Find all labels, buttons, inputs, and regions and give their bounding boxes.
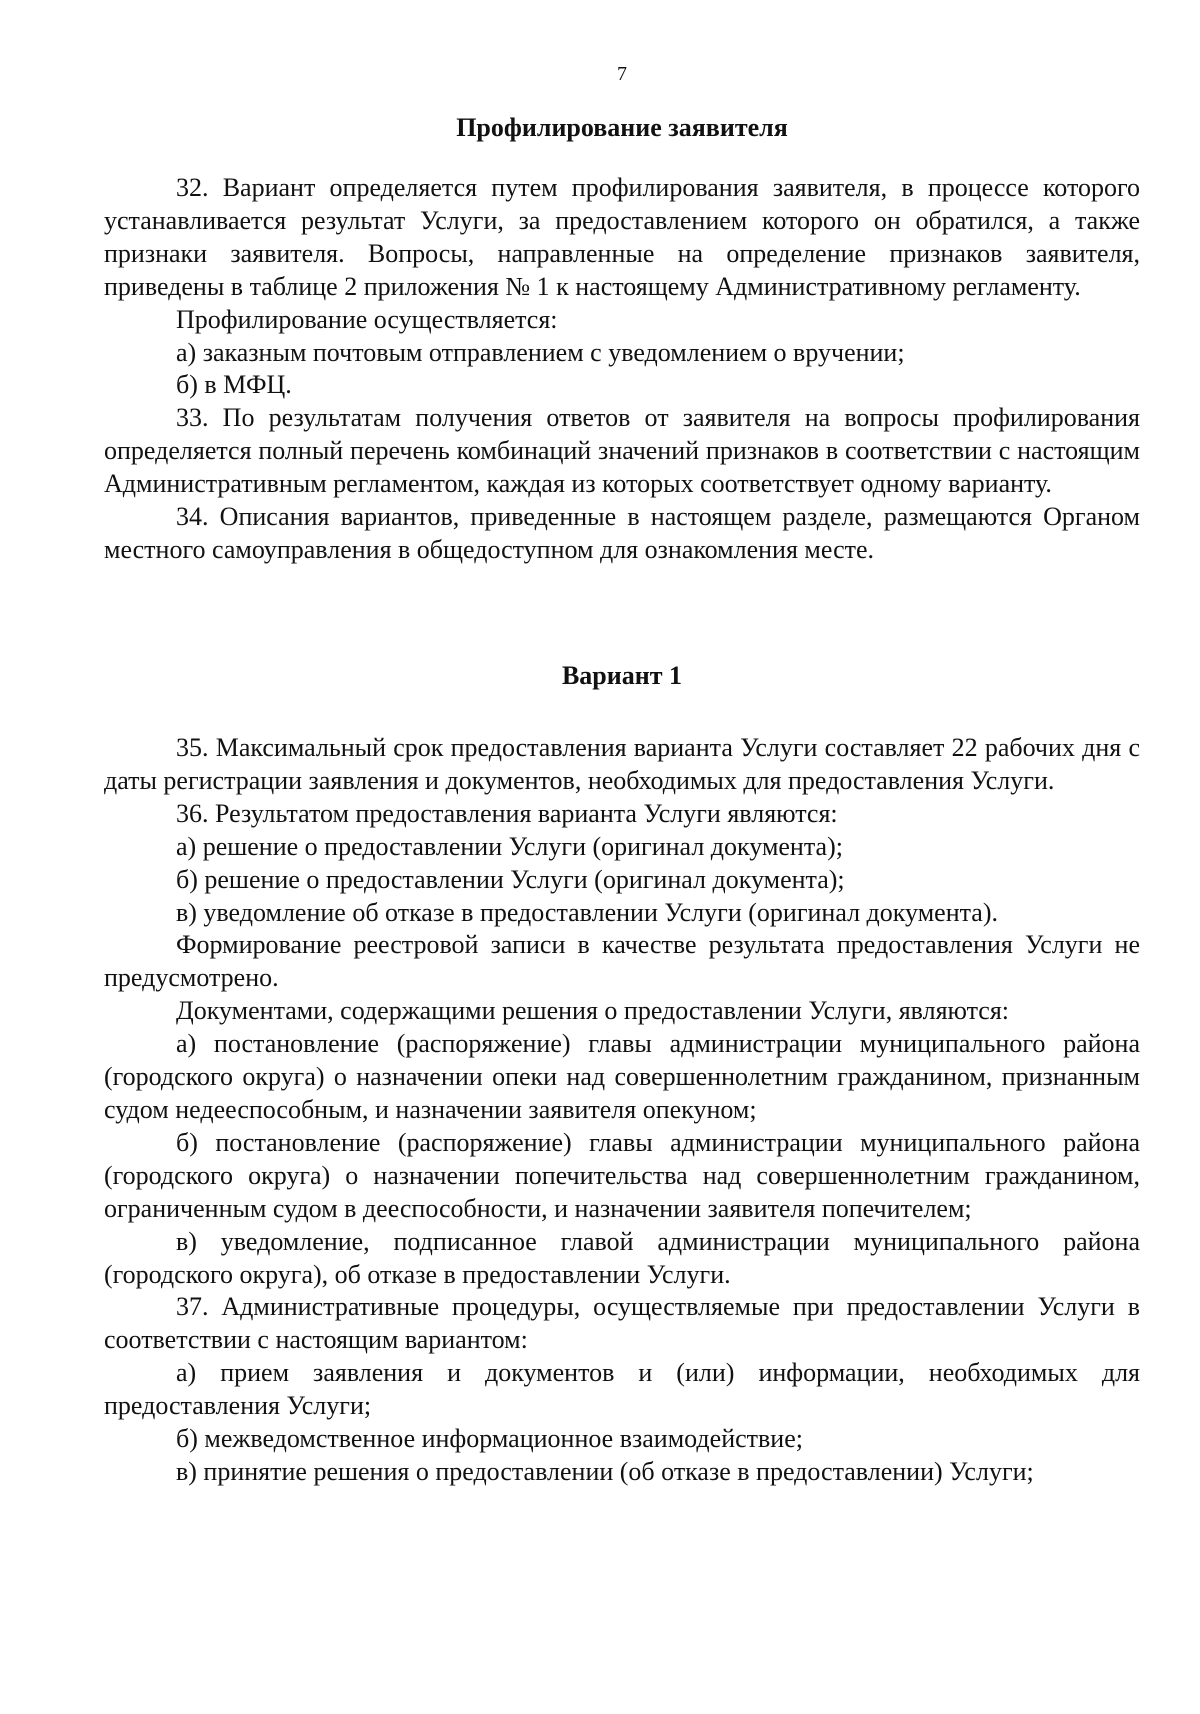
paragraph: 33. По результатам получения ответов от заявителя на вопросы профилирования определяется полный перечень комбинаций значений признаков в соответствии с настоящим Административным регламентом, каждая из которых соответствует одному варианту. [104, 403, 1140, 499]
paragraph: а) заказным почтовым отправлением с уведомлением о вручении; [176, 337, 905, 367]
paragraph: а) решение о предоставлении Услуги (оригинал документа); [176, 831, 843, 861]
page-number: 7 [617, 63, 627, 85]
section-body-variant-1 [104, 732, 1140, 1489]
paragraph: Документами, содержащими решения о предоставлении Услуги, являются: [176, 996, 1010, 1026]
paragraph: 32. Вариант определяется путем профилирования заявителя, в процессе которого устанавливается результат Услуги, за предоставлением которого он обратился, а также признаки заявителя. Вопросы, направленные на определение признаков заявителя, приведены в таблице 2 приложения № 1 к настоящему Административному регламенту. [104, 173, 1140, 301]
paragraph: а) постановление (распоряжение) главы администрации муниципального района (городского округа) о назначении опеки над совершеннолетним гражданином, признанным судом недееспособным, и назначении заявителя опекуном; [104, 1029, 1140, 1124]
section-title-profiling: Профилирование заявителя [456, 113, 788, 142]
paragraph: Профилирование осуществляется: [176, 304, 558, 334]
paragraph: в) принятие решения о предоставлении (об отказе в предоставлении) Услуги; [176, 1456, 1034, 1486]
paragraph: б) в МФЦ. [176, 370, 292, 400]
paragraph: б) постановление (распоряжение) главы администрации муниципального района (городского округа) о назначении попечительства над совершеннолетним гражданином, ограниченным судом в дееспособности, и назначении заявителя попечителем; [104, 1127, 1140, 1223]
paragraph: б) решение о предоставлении Услуги (оригинал документа); [176, 864, 845, 894]
paragraph: б) межведомственное информационное взаимодействие; [176, 1424, 803, 1454]
paragraph: 37. Административные процедуры, осуществляемые при предоставлении Услуги в соответствии с настоящим вариантом: [104, 1292, 1140, 1355]
paragraph: 34. Описания вариантов, приведенные в настоящем разделе, размещаются Органом местного самоуправления в общедоступном для ознакомления месте. [104, 502, 1140, 564]
paragraph: 36. Результатом предоставления варианта Услуги являются: [176, 798, 838, 828]
paragraph: в) уведомление об отказе в предоставлении Услуги (оригинал документа). [176, 897, 998, 927]
paragraph: а) прием заявления и документов и (или) информации, необходимых для предоставления Услуги; [104, 1358, 1140, 1421]
section-title-variant-1: Вариант 1 [561, 661, 683, 690]
paragraph: в) уведомление, подписанное главой администрации муниципального района (городского округа), об отказе в предоставлении Услуги. [104, 1226, 1140, 1289]
paragraph: 35. Максимальный срок предоставления варианта Услуги составляет 22 рабочих дня с даты регистрации заявления и документов, необходимых для предоставления Услуги. [104, 733, 1140, 795]
document-page [104, 0, 1140, 1714]
section-body-profiling [104, 172, 1140, 567]
paragraph: Формирование реестровой записи в качестве результата предоставления Услуги не предусмотрено. [104, 930, 1140, 993]
